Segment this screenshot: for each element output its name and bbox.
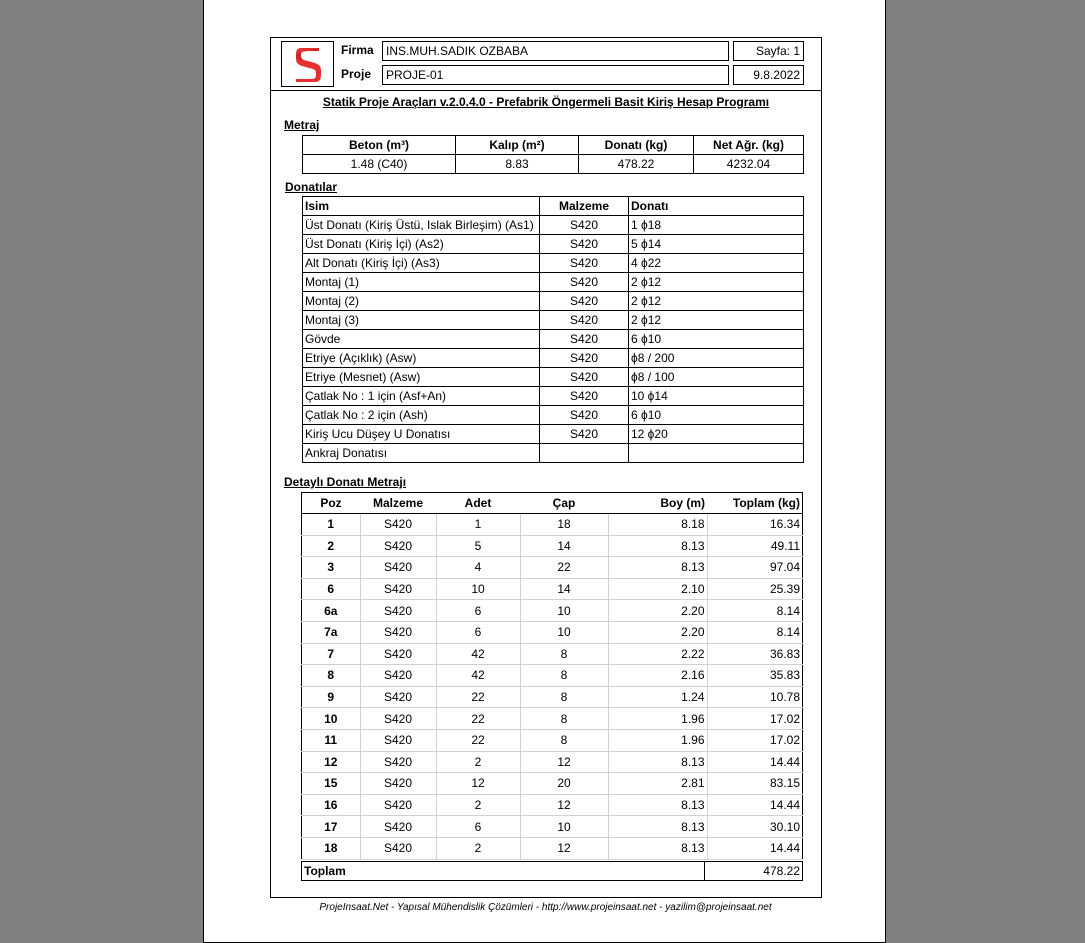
poz-cell: 6a [302,600,361,622]
donati-malzeme: S420 [540,292,629,311]
detay-row [302,751,803,773]
total-value: 478.22 [763,864,800,878]
detay-header-malzeme: Malzeme [360,493,436,514]
donati-malzeme: S420 [540,406,629,425]
adet-cell: 2 [436,751,520,773]
donati-miktar: 4 ϕ22 [629,254,804,273]
detay-row [302,600,803,622]
poz-cell: 9 [302,686,361,708]
donati-isim: Çatlak No : 1 için (Asf+An) [303,387,540,406]
malzeme-cell: S420 [360,751,436,773]
donati-isim: Üst Donatı (Kiriş İçi) (As2) [303,235,540,254]
toplam-cell: 36.83 [707,643,803,665]
boy-cell: 1.24 [608,686,707,708]
cap-cell: 10 [520,621,608,643]
adet-cell: 6 [436,600,520,622]
page-footer: ProjeInsaat.Net - Yapısal Mühendislik Çözümleri - http://www.projeinsaat.net - yazilim@projeinsaat.net [319,902,772,913]
metraj-donati-value: 478.22 [579,155,694,174]
donatilar-heading: Donatılar [285,180,338,194]
poz-cell: 10 [302,708,361,730]
adet-cell: 10 [436,578,520,600]
donati-miktar: 2 ϕ12 [629,311,804,330]
donati-malzeme: S420 [540,349,629,368]
malzeme-cell: S420 [360,557,436,579]
metraj-header-beton: Beton (m³) [303,136,456,155]
malzeme-cell: S420 [360,600,436,622]
poz-cell: 11 [302,729,361,751]
detay-row [302,621,803,643]
boy-cell: 2.22 [608,643,707,665]
toplam-cell: 17.02 [707,708,803,730]
cap-cell: 8 [520,686,608,708]
malzeme-cell: S420 [360,665,436,687]
boy-cell: 2.16 [608,665,707,687]
toplam-cell: 8.14 [707,621,803,643]
donati-isim: Etriye (Mesnet) (Asw) [303,368,540,387]
adet-cell: 22 [436,708,520,730]
boy-cell: 2.10 [608,578,707,600]
boy-cell: 8.13 [608,751,707,773]
boy-cell: 2.20 [608,600,707,622]
donati-isim: Üst Donatı (Kiriş Üstü, Islak Birleşim) (As1) [303,216,540,235]
detay-header-toplam: Toplam (kg) [707,493,803,514]
donati-isim: Alt Donatı (Kiriş İçi) (As3) [303,254,540,273]
adet-cell: 2 [436,794,520,816]
cap-cell: 12 [520,794,608,816]
malzeme-cell: S420 [360,514,436,536]
boy-cell: 8.13 [608,557,707,579]
total-label: Toplam [304,864,346,878]
donati-malzeme [540,444,629,463]
detay-row [302,557,803,579]
donati-isim: Gövde [303,330,540,349]
detay-row [302,665,803,687]
donatilar-header-donati: Donatı [629,197,804,216]
donati-isim: Etriye (Açıklık) (Asw) [303,349,540,368]
donati-miktar: 6 ϕ10 [629,406,804,425]
toplam-cell: 14.44 [707,794,803,816]
cap-cell: 18 [520,514,608,536]
detay-row [302,686,803,708]
donati-malzeme: S420 [540,273,629,292]
donati-miktar: ϕ8 / 100 [629,368,804,387]
report-date: 9.8.2022 [733,65,804,85]
boy-cell: 8.13 [608,837,707,859]
detay-heading: Detaylı Donatı Metrajı [284,475,407,489]
donati-malzeme: S420 [540,254,629,273]
detay-row [302,643,803,665]
poz-cell: 17 [302,816,361,838]
donati-miktar [629,444,804,463]
donati-miktar: 12 ϕ20 [629,425,804,444]
donati-malzeme: S420 [540,425,629,444]
malzeme-cell: S420 [360,729,436,751]
cap-cell: 8 [520,643,608,665]
detay-header-poz: Poz [302,493,361,514]
malzeme-cell: S420 [360,578,436,600]
donatilar-header-malzeme: Malzeme [540,197,629,216]
proje-label: Proje [341,67,372,81]
metraj-net-agirlik-value: 4232.04 [694,155,804,174]
toplam-cell: 8.14 [707,600,803,622]
donati-miktar: ϕ8 / 200 [629,349,804,368]
boy-cell: 8.13 [608,816,707,838]
donati-miktar: 2 ϕ12 [629,273,804,292]
detay-row [302,773,803,795]
adet-cell: 6 [436,621,520,643]
firma-field: INS.MUH.SADIK OZBABA [382,41,729,61]
donati-isim: Kiriş Ucu Düşey U Donatısı [303,425,540,444]
cap-cell: 14 [520,535,608,557]
boy-cell: 8.13 [608,794,707,816]
poz-cell: 2 [302,535,361,557]
detay-total-row [301,861,803,881]
metraj-header-net-agirlik: Net Ağr. (kg) [694,136,804,155]
metraj-header-donati: Donatı (kg) [579,136,694,155]
toplam-cell: 10.78 [707,686,803,708]
donati-isim: Ankraj Donatısı [303,444,540,463]
detay-row [302,816,803,838]
donati-isim: Montaj (2) [303,292,540,311]
toplam-cell: 97.04 [707,557,803,579]
cap-cell: 14 [520,578,608,600]
header-divider [271,90,821,91]
malzeme-cell: S420 [360,686,436,708]
company-logo [281,41,334,87]
malzeme-cell: S420 [360,708,436,730]
boy-cell: 8.13 [608,535,707,557]
detay-row [302,729,803,751]
poz-cell: 7 [302,643,361,665]
poz-cell: 18 [302,837,361,859]
donati-malzeme: S420 [540,311,629,330]
cap-cell: 10 [520,816,608,838]
toplam-cell: 25.39 [707,578,803,600]
donati-malzeme: S420 [540,387,629,406]
toplam-cell: 35.83 [707,665,803,687]
firma-label: Firma [341,43,374,57]
donati-isim: Çatlak No : 2 için (Ash) [303,406,540,425]
donati-malzeme: S420 [540,235,629,254]
poz-cell: 3 [302,557,361,579]
boy-cell: 2.81 [608,773,707,795]
adet-cell: 6 [436,816,520,838]
boy-cell: 1.96 [608,708,707,730]
adet-cell: 42 [436,643,520,665]
proje-field: PROJE-01 [382,65,729,85]
metraj-header-kalip: Kalıp (m²) [456,136,579,155]
cap-cell: 8 [520,729,608,751]
detay-header-boy: Boy (m) [608,493,707,514]
malzeme-cell: S420 [360,837,436,859]
donatilar-table [302,196,804,463]
page-number: Sayfa: 1 [733,41,804,61]
adet-cell: 12 [436,773,520,795]
donati-malzeme: S420 [540,216,629,235]
malzeme-cell: S420 [360,535,436,557]
boy-cell: 2.20 [608,621,707,643]
detay-row [302,794,803,816]
poz-cell: 1 [302,514,361,536]
poz-cell: 12 [302,751,361,773]
malzeme-cell: S420 [360,643,436,665]
malzeme-cell: S420 [360,816,436,838]
donati-malzeme: S420 [540,330,629,349]
detay-row [302,837,803,859]
detay-row [302,578,803,600]
donati-malzeme: S420 [540,368,629,387]
malzeme-cell: S420 [360,773,436,795]
adet-cell: 4 [436,557,520,579]
adet-cell: 22 [436,686,520,708]
poz-cell: 8 [302,665,361,687]
metraj-table [302,135,804,174]
metraj-beton-value: 1.48 (C40) [303,155,456,174]
toplam-cell: 16.34 [707,514,803,536]
cap-cell: 8 [520,665,608,687]
report-page [203,0,886,943]
poz-cell: 16 [302,794,361,816]
cap-cell: 20 [520,773,608,795]
adet-cell: 1 [436,514,520,536]
donatilar-header-isim: Isim [303,197,540,216]
metraj-heading: Metraj [284,118,320,132]
cap-cell: 8 [520,708,608,730]
report-frame [270,37,822,898]
detay-header-adet: Adet [436,493,520,514]
detay-row [302,514,803,536]
adet-cell: 5 [436,535,520,557]
donati-miktar: 5 ϕ14 [629,235,804,254]
donati-miktar: 6 ϕ10 [629,330,804,349]
donati-isim: Montaj (3) [303,311,540,330]
donati-isim: Montaj (1) [303,273,540,292]
detay-header-cap: Çap [520,493,608,514]
cap-cell: 12 [520,751,608,773]
adet-cell: 42 [436,665,520,687]
logo-s-icon [293,44,323,84]
cap-cell: 22 [520,557,608,579]
poz-cell: 15 [302,773,361,795]
malzeme-cell: S420 [360,794,436,816]
detay-row [302,535,803,557]
donati-miktar: 1 ϕ18 [629,216,804,235]
malzeme-cell: S420 [360,621,436,643]
detay-rows [302,514,803,860]
toplam-cell: 83.15 [707,773,803,795]
adet-cell: 22 [436,729,520,751]
boy-cell: 1.96 [608,729,707,751]
total-divider [704,862,705,880]
donati-miktar: 10 ϕ14 [629,387,804,406]
metraj-kalip-value: 8.83 [456,155,579,174]
poz-cell: 6 [302,578,361,600]
detay-row [302,708,803,730]
adet-cell: 2 [436,837,520,859]
poz-cell: 7a [302,621,361,643]
toplam-cell: 49.11 [707,535,803,557]
toplam-cell: 14.44 [707,837,803,859]
report-title: Statik Proje Araçları v.2.0.4.0 - Prefabrik Öngermeli Basit Kiriş Hesap Programı [322,95,770,109]
donati-miktar: 2 ϕ12 [629,292,804,311]
cap-cell: 12 [520,837,608,859]
toplam-cell: 17.02 [707,729,803,751]
cap-cell: 10 [520,600,608,622]
toplam-cell: 14.44 [707,751,803,773]
boy-cell: 8.18 [608,514,707,536]
toplam-cell: 30.10 [707,816,803,838]
detay-table [301,492,803,860]
